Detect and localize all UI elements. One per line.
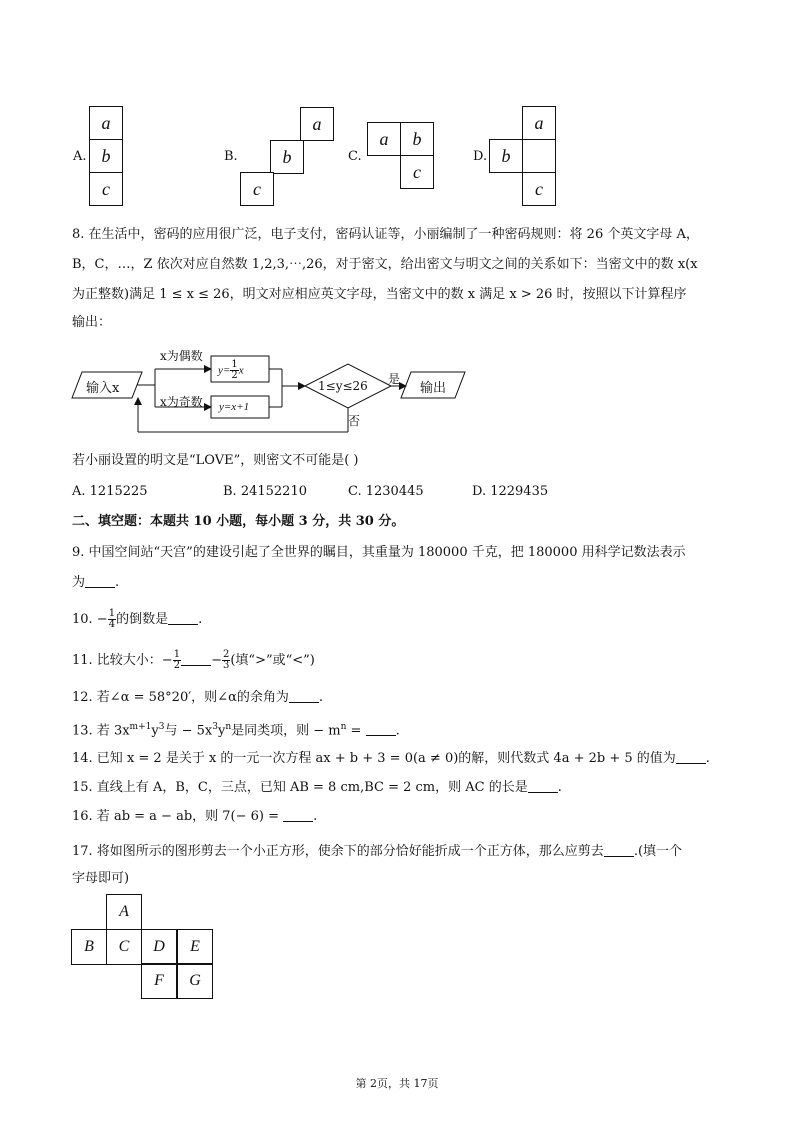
flow-condition: 1≤y≤26 [318,379,368,393]
net-cell: a [300,107,334,141]
grid-cell-d: D [141,929,177,965]
grid-cell-a: A [106,894,142,930]
net-cell: a [89,106,123,140]
q9-line1: 9. 中国空间站“天宫”的建设引起了全世界的瞩目，其重量为 180000 千克，把 180000 用科学记数法表示 [72,545,686,560]
q8-option-c: C. 1230445 [348,484,424,499]
flow-no: 否 [348,414,361,428]
q8-option-b: B. 24152210 [223,484,307,499]
net-cell: a [367,122,401,156]
grid-cell-f: F [141,963,177,999]
flow-output-label: 输出 [420,381,447,396]
net-cell: a [522,106,556,140]
grid-cell-c: C [106,929,142,965]
q12: 12. 若∠α = 58°20′，则∠α的余角为 . [72,690,323,705]
q17-line2: 字母即可) [72,871,130,886]
q8-option-d: D. 1229435 [472,484,549,499]
flow-odd-formula: y=x+1 [219,401,250,413]
q8-line3: 为正整数)满足 1 ≤ x ≤ 26，明文对应相应英文字母，当密文中的数 x 满足 x > 26 时，按照以下计算程序 [72,287,687,302]
flow-yes: 是 [388,372,401,386]
option-label: C. [348,149,362,164]
q8-line1: 8. 在生活中，密码的应用很广泛，电子支付，密码认证等，小丽编制了一种密码规则：将 26 个英文字母 A， [72,227,699,242]
q8-line4: 输出： [72,315,112,330]
net-cell: b [400,122,434,156]
option-label: A. [73,149,87,164]
flowchart-lines [60,340,480,440]
q8-question: 若小丽设置的明文是“LOVE”，则密文不可能是( ) [72,453,359,468]
flow-odd-label: x为奇数 [160,395,203,409]
q14: 14. 已知 x = 2 是关于 x 的一元一次方程 ax + b + 3 = 0(a ≠ 0)的解，则代数式 4a + 2b + 5 的值为 . [72,751,710,766]
q8-option-a: A. 1215225 [72,484,148,499]
grid-cell-e: E [177,929,213,965]
net-cell: b [270,140,304,174]
section-heading: 二、填空题：本题共 10 小题，每小题 3 分，共 30 分。 [72,514,405,529]
flow-even-label: x为偶数 [160,349,203,363]
q8-line2: B，C，…，Z 依次对应自然数 1,2,3,⋯,26，对于密文，给出密文与明文之间的关系如下：当密文中的数 x(x [72,257,698,272]
net-cell: c [240,172,274,206]
q9-line2: 为 . [72,575,120,590]
q11: 11. 比较大小：− $\frac{1}{2}$ − $\frac{2}{3}$ (填“>”或“<”) [72,649,315,671]
net-cell: c [89,172,123,206]
q15: 15. 直线上有 A，B，C，三点，已知 AB = 8 cm,BC = 2 cm，则 AC 的长是 . [72,780,562,795]
grid-cell-b: B [71,929,107,965]
page-footer: 第 2页，共 17页 [355,1077,439,1090]
flow-input-label: 输入x [86,381,120,396]
net-cell [522,139,556,173]
net-cell: b [89,139,123,173]
option-label: D. [473,149,488,164]
q16: 16. 若 ab = a − ab，则 7(− 6) = . [72,809,318,824]
grid-cell-g: G [177,963,213,999]
net-cell: b [489,139,523,173]
net-cell: c [400,155,434,189]
flow-even-formula: y= $\frac{1}{2}$ x [218,359,244,381]
q10: 10. − $\frac{1}{4}$ 的倒数是 . [72,608,203,630]
option-label: B. [224,149,238,164]
net-cell: c [522,172,556,206]
q13: 13. 若 $3x^{m+1}y^3$与 − $5x^3y^n$是同类项，则 − $m^n$ = . [72,722,400,739]
q17-line1: 17. 将如图所示的图形剪去一个小正方形，使余下的部分恰好能折成一个正方体，那么应剪去 .(填一个 [72,844,683,859]
